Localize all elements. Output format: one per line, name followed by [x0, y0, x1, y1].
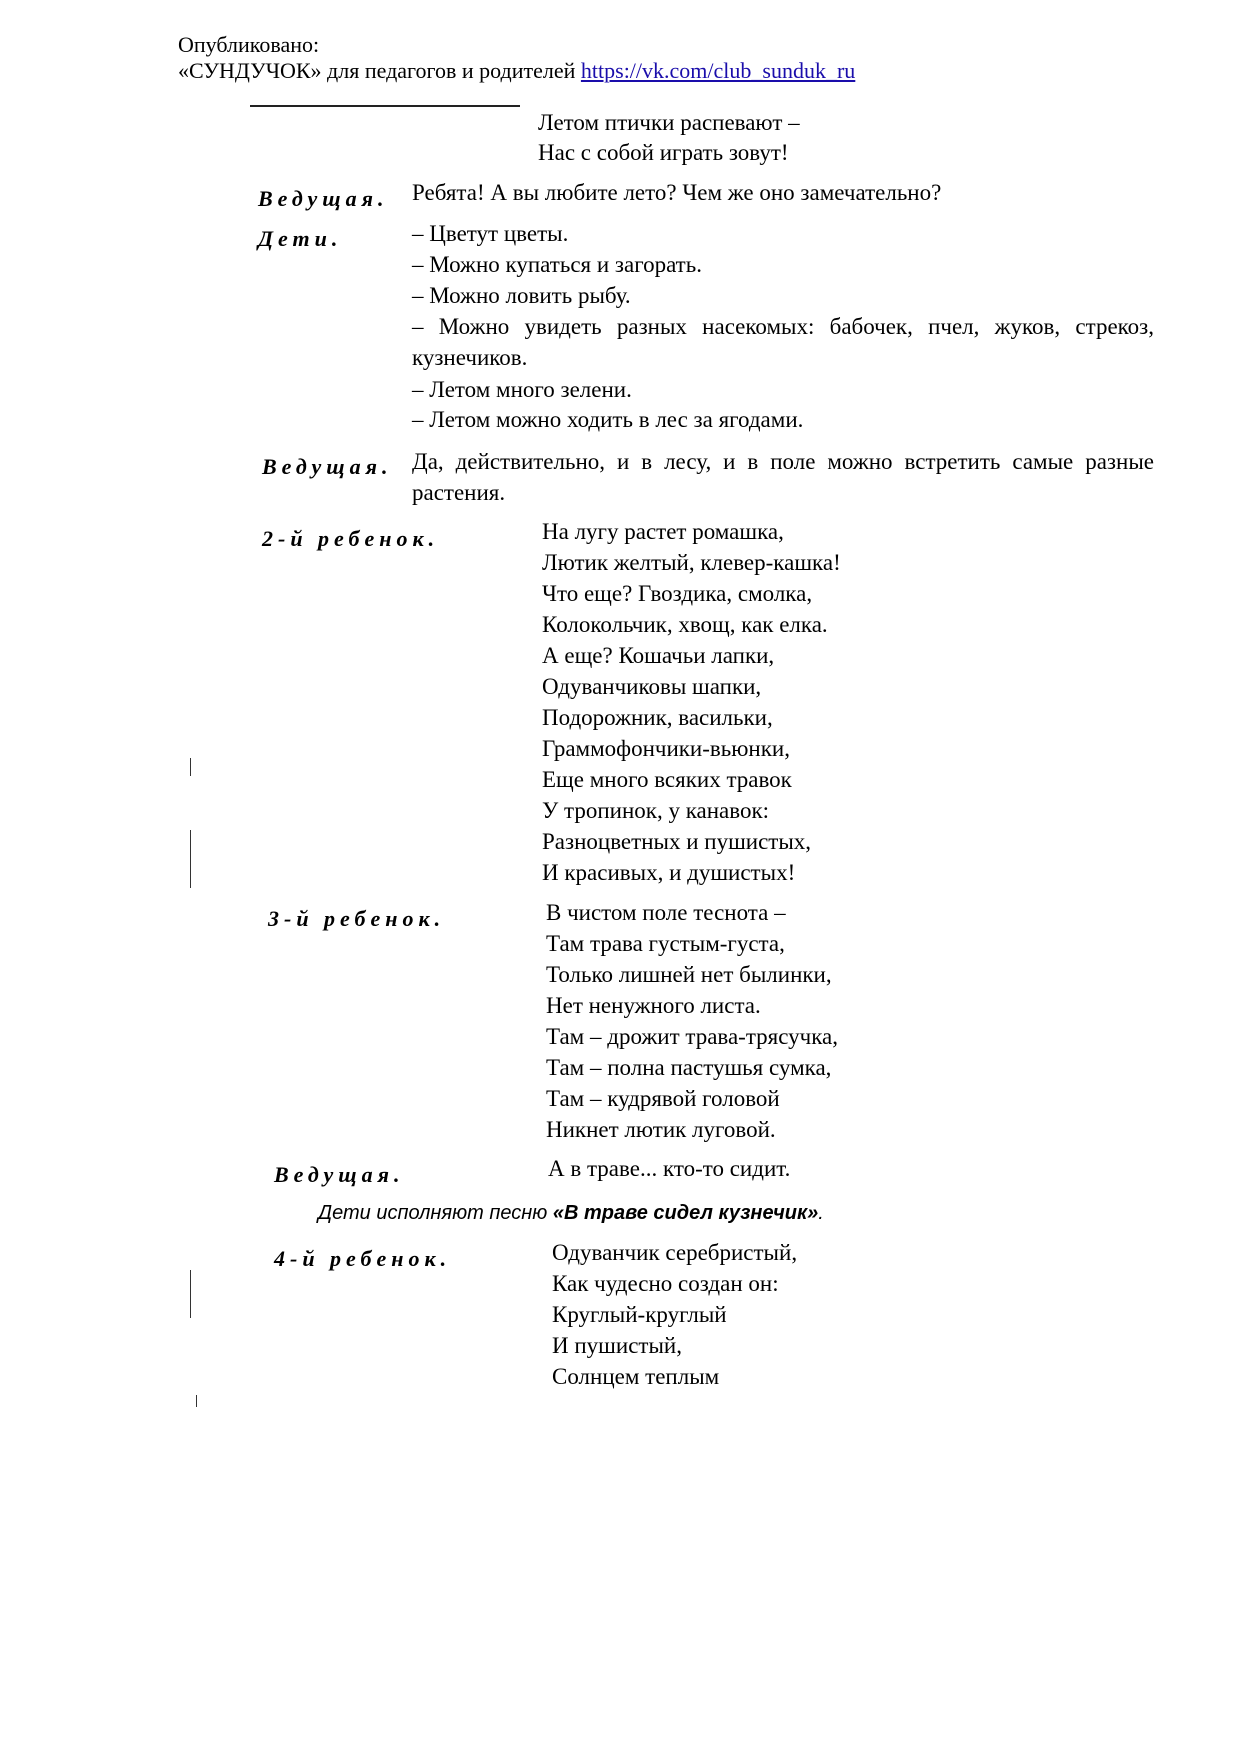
verse-line: Только лишней нет былинки, [546, 962, 832, 987]
verse-line: Одуванчик серебристый, [552, 1240, 798, 1265]
verse-line: Там – дрожит трава-трясучка, [546, 1024, 839, 1049]
verse-line: У тропинок, у канавок: [542, 798, 770, 823]
stage-direction-end: . [818, 1202, 824, 1224]
published-label: Опубликовано: [178, 32, 320, 57]
children-line: – Можно ловить рыбу. [412, 283, 631, 308]
speaker-host: Ведущая. [262, 454, 393, 479]
verse-line: Одуванчиковы шапки, [542, 674, 762, 699]
verse-line: Подорожник, васильки, [542, 705, 773, 730]
intro-line: Нас с собой играть зовут! [538, 140, 789, 165]
verse-line: Никнет лютик луговой. [546, 1117, 776, 1142]
verse-line: Там трава густым-густа, [546, 931, 785, 956]
verse-line: Солнцем теплым [552, 1364, 720, 1389]
verse-line: И пушистый, [552, 1333, 682, 1358]
speaker-child-2: 2-й ребенок. [262, 526, 440, 551]
speaker-child-3: 3-й ребенок. [268, 906, 446, 931]
children-line: – Цветут цветы. [412, 221, 569, 246]
speaker-host: Ведущая. [258, 186, 389, 211]
verse-line: Еще много всяких травок [542, 767, 792, 792]
stage-direction-text: Дети исполняют песню [318, 1202, 553, 1224]
scan-mark [190, 1270, 191, 1318]
publisher-line [178, 58, 855, 84]
scan-mark [190, 830, 191, 888]
verse-line: И красивых, и душистых! [542, 860, 796, 885]
verse-line: А еще? Кошачьи лапки, [542, 643, 775, 668]
children-line: – Можно увидеть разных насекомых: бабочек, пчел, жуков, стрекоз, кузнечиков. [412, 314, 1154, 370]
speaker-host: Ведущая. [274, 1162, 405, 1187]
speaker-child-4: 4-й ребенок. [274, 1246, 452, 1271]
song-title: «В траве сидел кузнечик» [552, 1202, 819, 1224]
verse-line: Круглый-круглый [552, 1302, 727, 1327]
verse-line: Колокольчик, хвощ, как елка. [542, 612, 828, 637]
host-line: А в траве... кто-то сидит. [548, 1156, 791, 1181]
verse-line: Лютик желтый, клевер-кашка! [542, 550, 841, 575]
verse-line: Как чудесно создан он: [552, 1271, 779, 1296]
host-line: Да, действительно, и в лесу, и в поле можно встретить самые разные растения. [412, 449, 1154, 505]
verse-line: Нет ненужного листа. [546, 993, 761, 1018]
publisher-text: «СУНДУЧОК» для педагогов и родителей [178, 58, 576, 83]
children-line: – Можно купаться и загорать. [412, 252, 702, 277]
host-line: Ребята! А вы любите лето? Чем же оно замечательно? [412, 180, 942, 205]
scan-mark [190, 758, 191, 776]
children-line: – Летом можно ходить в лес за ягодами. [412, 407, 804, 432]
verse-line: Граммофончики-вьюнки, [542, 736, 790, 761]
verse-line: Разноцветных и пушистых, [542, 829, 812, 854]
verse-line: Там – полна пастушья сумка, [546, 1055, 832, 1080]
verse-line: Что еще? Гвоздика, смолка, [542, 581, 813, 606]
verse-line: На лугу растет ромашка, [542, 519, 784, 544]
scan-mark [196, 1395, 197, 1407]
stage-direction [318, 1199, 824, 1227]
speaker-children: Дети. [258, 226, 343, 251]
intro-line: Летом птички распевают – [538, 110, 800, 135]
divider [250, 105, 520, 107]
verse-line: В чистом поле теснота – [546, 900, 786, 925]
children-line: – Летом много зелени. [412, 377, 632, 402]
publisher-link[interactable]: https://vk.com/club_sunduk_ru [580, 58, 856, 83]
verse-line: Там – кудрявой головой [546, 1086, 780, 1111]
